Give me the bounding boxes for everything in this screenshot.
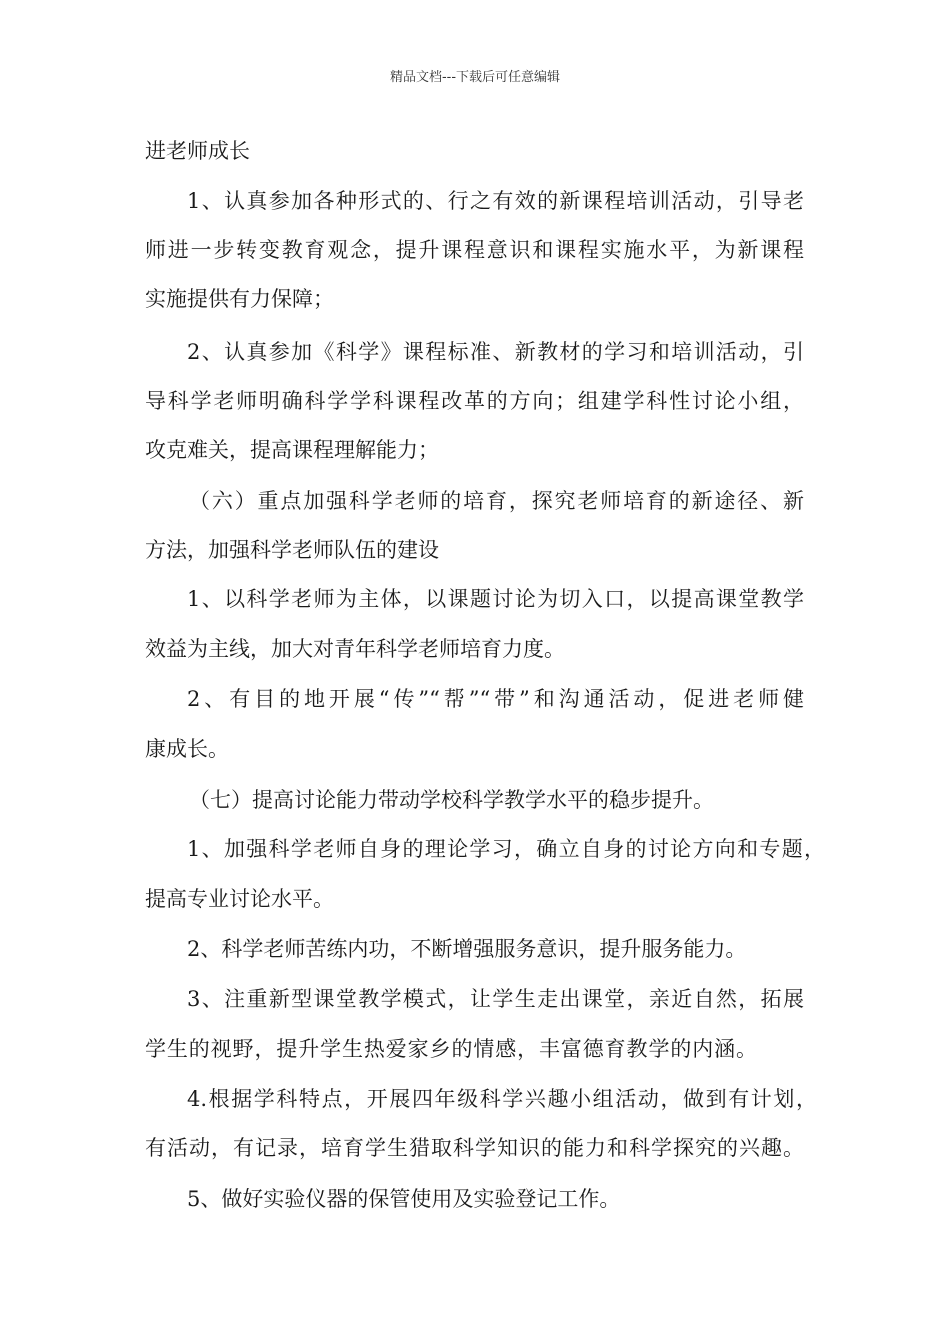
text-line: 效益为主线，加大对青年科学老师培育力度。 [145,637,565,661]
text-line: 1、加强科学老师自身的理论学习，确立自身的讨论方向和专题， [187,837,825,861]
text-line: 4.根据学科特点，开展四年级科学兴趣小组活动，做到有计划， [187,1087,817,1111]
text-line: 2、有目的地开展“传”“帮”“带”和沟通活动，促进老师健 [187,687,804,711]
text-line: （六）重点加强科学老师的培育，探究老师培育的新途径、新 [189,489,804,513]
text-line: 3、注重新型课堂教学模式，让学生走出课堂，亲近自然，拓展 [187,987,804,1011]
text-line: 5、做好实验仪器的保管使用及实验登记工作。 [187,1187,621,1211]
text-line: 攻克难关，提高课程理解能力； [145,438,439,462]
text-line: 2、认真参加《科学》课程标准、新教材的学习和培训活动，引 [187,340,804,364]
text-line: 导科学老师明确科学学科课程改革的方向；组建学科性讨论小组， [145,389,804,413]
text-line: 实施提供有力保障； [145,287,334,311]
text-line: 方法，加强科学老师队伍的建设 [145,538,439,562]
text-line: 提高专业讨论水平。 [145,887,334,911]
page-header: 精品文档---下载后可任意编辑 [389,70,561,85]
text-line: （七）提高讨论能力带动学校科学教学水平的稳步提升。 [189,788,714,812]
text-line: 康成长。 [145,737,229,761]
text-line: 进老师成长 [145,139,250,163]
text-line: 师进一步转变教育观念，提升课程意识和课程实施水平，为新课程 [145,238,804,262]
text-line: 1、认真参加各种形式的、行之有效的新课程培训活动，引导老 [187,189,804,213]
text-line: 2、科学老师苦练内功，不断增强服务意识，提升服务能力。 [187,937,747,961]
text-line: 1、以科学老师为主体，以课题讨论为切入口，以提高课堂教学 [187,587,804,611]
text-line: 学生的视野，提升学生热爱家乡的情感，丰富德育教学的内涵。 [145,1037,757,1061]
text-line: 有活动，有记录，培育学生猎取科学知识的能力和科学探究的兴趣。 [145,1136,804,1160]
